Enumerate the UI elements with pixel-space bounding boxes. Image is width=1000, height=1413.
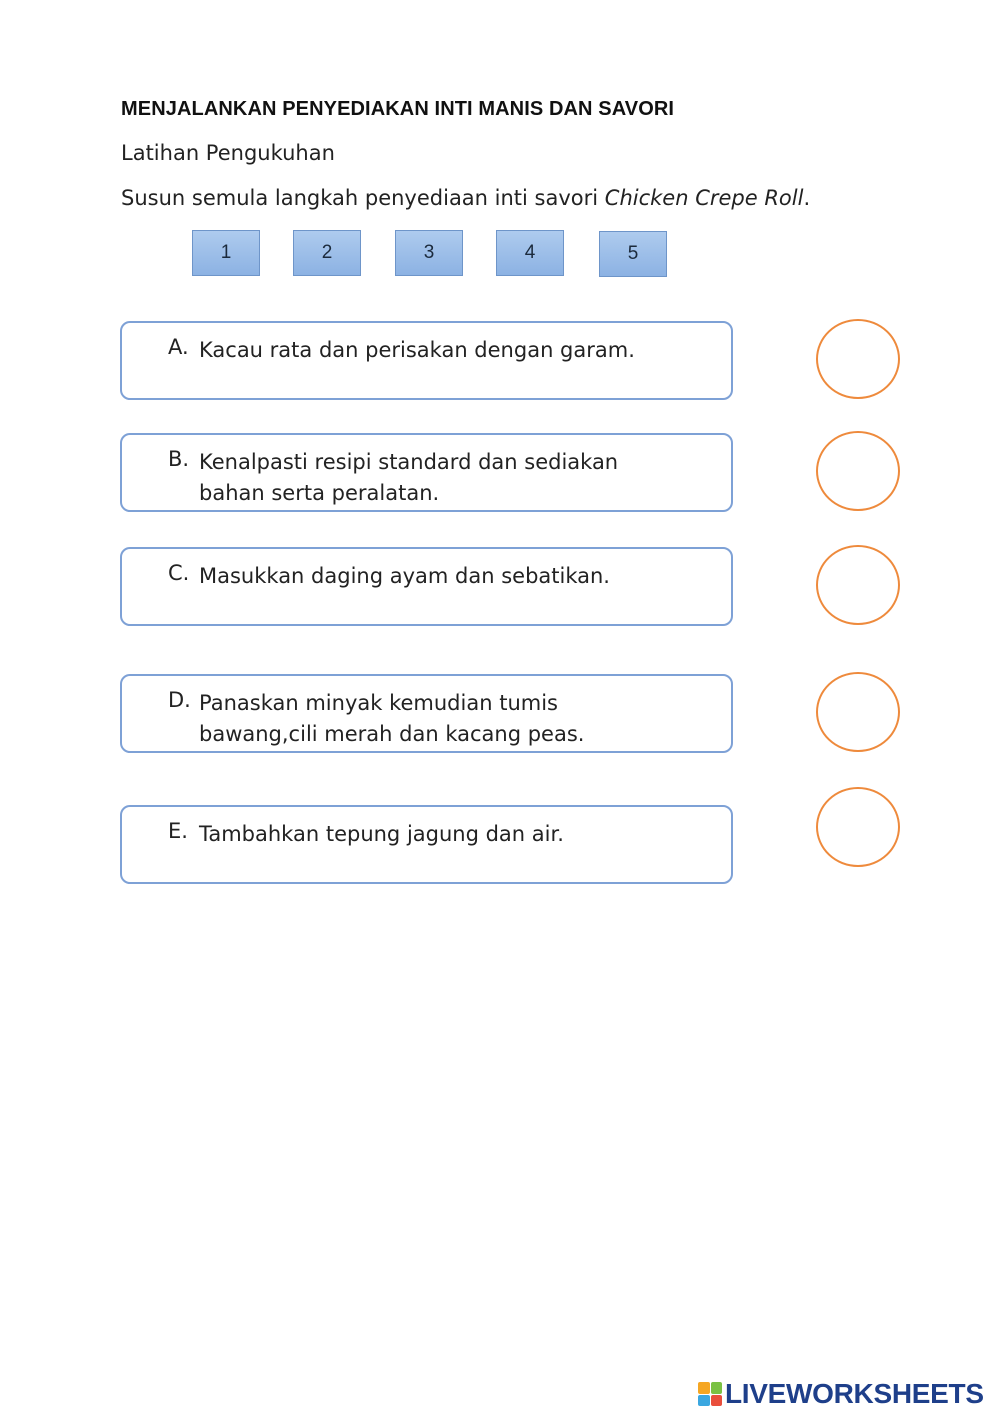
step-letter: C. [168,561,190,585]
step-letter: E. [168,819,188,843]
number-tile-4[interactable]: 4 [496,230,564,276]
step-letter: B. [168,447,190,471]
step-text: Kenalpasti resipi standard dan sediakan bahan serta peralatan. [199,450,619,505]
number-tile-5[interactable]: 5 [599,231,667,277]
instruction-recipe-name: Chicken Crepe Roll [604,186,804,210]
instruction-text [121,186,810,210]
step-text: Masukkan daging ayam dan sebatikan. [199,564,610,588]
step-text: Kacau rata dan perisakan dengan garam. [199,338,635,362]
step-box-d [120,674,733,753]
answer-drop-circle-b[interactable] [816,431,900,511]
instruction-prefix: Susun semula langkah penyediaan inti savori [121,186,605,210]
liveworksheets-logo-icon [698,1382,722,1406]
answer-drop-circle-e[interactable] [816,787,900,867]
answer-drop-circle-a[interactable] [816,319,900,399]
instruction-suffix: . [803,186,811,210]
step-box-b [120,433,733,512]
answer-drop-circle-c[interactable] [816,545,900,625]
step-box-e [120,805,733,884]
step-box-c [120,547,733,626]
number-tile-2[interactable]: 2 [293,230,361,276]
number-tile-3[interactable]: 3 [395,230,463,276]
step-letter: D. [168,688,191,712]
step-letter: A. [168,335,189,359]
step-text: Tambahkan tepung jagung dan air. [199,822,564,846]
page-subtitle: Latihan Pengukuhan [121,141,335,165]
liveworksheets-brand [698,1378,984,1410]
step-box-a [120,321,733,400]
number-tile-1[interactable]: 1 [192,230,260,276]
step-text: Panaskan minyak kemudian tumis bawang,cili merah dan kacang peas. [199,691,585,746]
page-title: MENJALANKAN PENYEDIAKAN INTI MANIS DAN SAVORI [121,98,675,120]
brand-name: LIVEWORKSHEETS [725,1378,984,1409]
answer-drop-circle-d[interactable] [816,672,900,752]
